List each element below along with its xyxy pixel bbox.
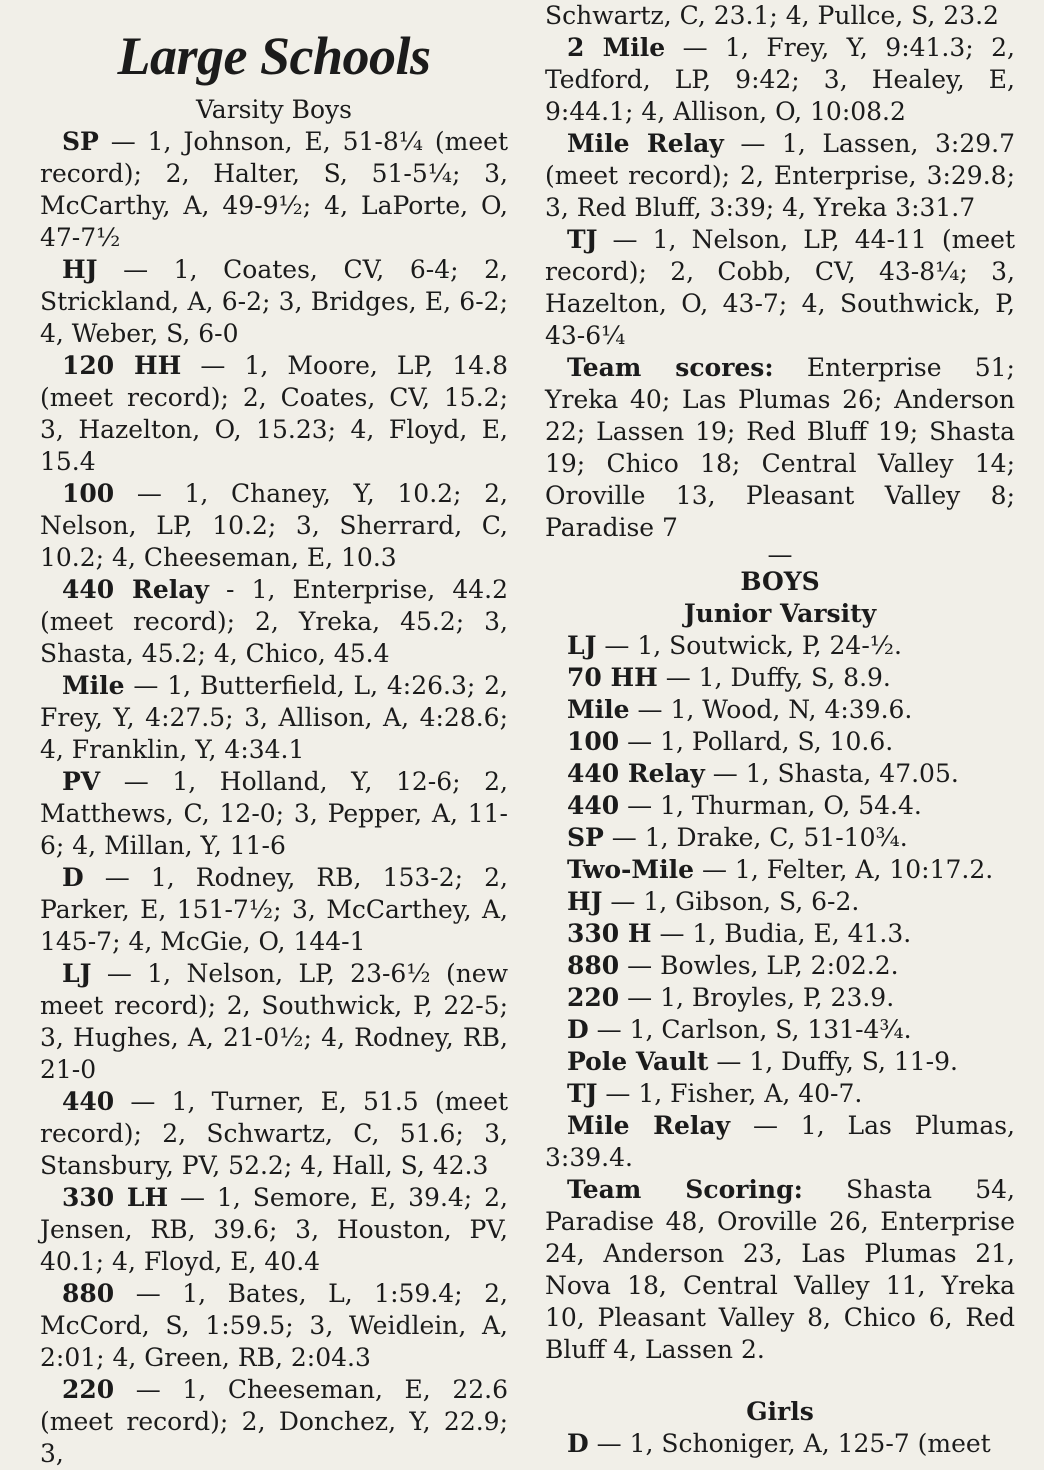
event-results: — 1, Gibson, S, 6-2. bbox=[602, 887, 860, 916]
event-results: — 1, Thurman, O, 54.4. bbox=[619, 791, 922, 820]
event-label: TJ bbox=[567, 225, 598, 254]
event-label: D bbox=[567, 1015, 589, 1044]
event-results: — 1, Wood, N, 4:39.6. bbox=[629, 695, 913, 724]
section-subtitle: Varsity Boys bbox=[196, 95, 352, 124]
result-330lh bbox=[40, 1182, 508, 1278]
right-column bbox=[545, 0, 1015, 1460]
separator-dash: — bbox=[767, 540, 793, 569]
event-results: — 1, Duffy, S, 11-9. bbox=[708, 1047, 958, 1076]
left-column bbox=[40, 0, 508, 1470]
event-results: — 1, Soutwick, P, 24-½. bbox=[596, 631, 902, 660]
jv-result bbox=[545, 662, 1015, 694]
event-label: SP bbox=[62, 127, 99, 156]
jv-result bbox=[545, 918, 1015, 950]
result-880 bbox=[40, 1278, 508, 1374]
jv-result bbox=[545, 886, 1015, 918]
event-label: 100 bbox=[62, 479, 115, 508]
jv-result bbox=[545, 854, 1015, 886]
event-label: 880 bbox=[62, 1279, 115, 1308]
result-lj bbox=[40, 958, 508, 1086]
result-mile bbox=[40, 670, 508, 766]
event-results: — Bowles, LP, 2:02.2. bbox=[619, 951, 899, 980]
jv-result bbox=[545, 1014, 1015, 1046]
event-results: — 1, Broyles, P, 23.9. bbox=[619, 983, 895, 1012]
event-label: LJ bbox=[62, 959, 92, 988]
event-label: Team scores: bbox=[567, 353, 774, 382]
jv-result bbox=[545, 694, 1015, 726]
result-440 bbox=[40, 1086, 508, 1182]
event-label: Mile bbox=[567, 695, 630, 724]
event-label: 440 bbox=[567, 791, 620, 820]
event-label: 2 Mile bbox=[567, 33, 666, 62]
jv-mile-relay bbox=[545, 1110, 1015, 1174]
result-continuation: Schwartz, C, 23.1; 4, Pullce, S, 23.2 bbox=[545, 1, 999, 30]
result-d bbox=[40, 862, 508, 958]
event-results: — 1, Fisher, A, 40-7. bbox=[597, 1079, 863, 1108]
event-results: — 1, Moore, LP, 14.8 (meet record); 2, Coates, CV, 15.2; 3, Hazelton, O, 15.23; 4, Floyd, E, 15.4 bbox=[40, 351, 508, 476]
event-label: D bbox=[567, 1429, 589, 1458]
event-results: — 1, Rodney, RB, 153-2; 2, Parker, E, 151-7½; 3, McCarthey, A, 145-7; 4, McGie, O, 144-1 bbox=[40, 863, 508, 956]
result-pv bbox=[40, 766, 508, 862]
event-results: — 1, Duffy, S, 8.9. bbox=[657, 663, 891, 692]
result-120hh bbox=[40, 350, 508, 478]
jv-team-scoring bbox=[545, 1174, 1015, 1366]
result-2mile bbox=[545, 32, 1015, 128]
event-label: 70 HH bbox=[567, 663, 658, 692]
event-label: Two-Mile bbox=[567, 855, 695, 884]
event-label: Pole Vault bbox=[567, 1047, 709, 1076]
section-title: Large Schools bbox=[117, 26, 431, 86]
jv-result bbox=[545, 758, 1015, 790]
event-results: — 1, Nelson, LP, 23-6½ (new meet record); 2, Southwick, P, 22-5; 3, Hughes, A, 21-0½; 4, Rodney, RB, 21-0 bbox=[40, 959, 508, 1084]
jv-result bbox=[545, 790, 1015, 822]
event-results: — 1, Nelson, LP, 44-11 (meet record); 2, Cobb, CV, 43-8¼; 3, Hazelton, O, 43-7; 4, Southwick, P, 43-6¼ bbox=[545, 225, 1015, 350]
girls-heading: Girls bbox=[746, 1397, 814, 1426]
event-results: — 1, Felter, A, 10:17.2. bbox=[694, 855, 994, 884]
spacer bbox=[545, 1366, 1015, 1396]
event-results: — 1, Pollard, S, 10.6. bbox=[619, 727, 894, 756]
event-results: — 1, Schoniger, A, 125-7 (meet bbox=[588, 1429, 991, 1458]
event-label: 440 bbox=[62, 1087, 115, 1116]
team-scores bbox=[545, 352, 1015, 544]
jv-result bbox=[545, 982, 1015, 1014]
result-sp bbox=[40, 126, 508, 254]
jv-heading: Junior Varsity bbox=[683, 599, 877, 628]
event-label: SP bbox=[567, 823, 604, 852]
event-results: — 1, Butterfield, L, 4:26.3; 2, Frey, Y, 4:27.5; 3, Allison, A, 4:28.6; 4, Franklin, Y, 4:34.1 bbox=[40, 671, 508, 764]
jv-result bbox=[545, 950, 1015, 982]
event-results: — 1, Frey, Y, 9:41.3; 2, Tedford, LP, 9:42; 3, Healey, E, 9:44.1; 4, Allison, O, 10:08.2 bbox=[545, 33, 1016, 126]
event-label: D bbox=[62, 863, 84, 892]
event-results: — 1, Johnson, E, 51-8¼ (meet record); 2, Halter, S, 51-5¼; 3, McCarthy, A, 49-9½; 4, LaPorte, O, 47-7½ bbox=[40, 127, 508, 252]
event-results: — 1, Turner, E, 51.5 (meet record); 2, Schwartz, C, 51.6; 3, Stansbury, PV, 52.2; 4, Hall, S, 42.3 bbox=[40, 1087, 508, 1180]
event-label: PV bbox=[62, 767, 101, 796]
event-label: 220 bbox=[567, 983, 620, 1012]
event-results: — 1, Lassen, 3:29.7 (meet record); 2, Enterprise, 3:29.8; 3, Red Bluff, 3:39; 4, Yreka 3:31.7 bbox=[545, 129, 1016, 222]
jv-result bbox=[545, 1078, 1015, 1110]
event-label: LJ bbox=[567, 631, 597, 660]
event-label: 100 bbox=[567, 727, 620, 756]
jv-result bbox=[545, 1046, 1015, 1078]
event-label: Mile Relay bbox=[567, 1111, 731, 1140]
event-label: 880 bbox=[567, 951, 620, 980]
event-label: 120 HH bbox=[62, 351, 182, 380]
event-results: — 1, Carlson, S, 131-4¾. bbox=[588, 1015, 912, 1044]
event-results: Enterprise 51; Yreka 40; Las Plumas 26; Anderson 22; Lassen 19; Red Bluff 19; Shasta 19; Chico 18; Central Valley 14; Oroville 13, Pleasant Valley 8; Paradise 7 bbox=[545, 353, 1015, 542]
event-results: — 1, Cheeseman, E, 22.6 (meet record); 2, Donchez, Y, 22.9; 3, bbox=[40, 1375, 508, 1468]
event-label: HJ bbox=[62, 255, 98, 284]
boys-heading: BOYS bbox=[740, 567, 820, 596]
event-label: 440 Relay bbox=[62, 575, 209, 604]
event-results: — 1, Shasta, 47.05. bbox=[704, 759, 959, 788]
event-results: — 1, Las Plumas, 3:39.4. bbox=[545, 1111, 1015, 1172]
jv-result bbox=[545, 630, 1015, 662]
event-results: - 1, Enterprise, 44.2 (meet record); 2, Yreka, 45.2; 3, Shasta, 45.2; 4, Chico, 45.4 bbox=[40, 575, 508, 668]
result-440-relay bbox=[40, 574, 508, 670]
jv-result bbox=[545, 822, 1015, 854]
event-label: TJ bbox=[567, 1079, 598, 1108]
girls-result-d bbox=[545, 1428, 1015, 1460]
result-220 bbox=[40, 1374, 508, 1470]
event-results: — 1, Chaney, Y, 10.2; 2, Nelson, LP, 10.2; 3, Sherrard, C, 10.2; 4, Cheeseman, E, 10.3 bbox=[40, 479, 508, 572]
result-tj bbox=[545, 224, 1015, 352]
event-label: 330 LH bbox=[62, 1183, 169, 1212]
result-100 bbox=[40, 478, 508, 574]
event-results: — 1, Coates, CV, 6-4; 2, Strickland, A, 6-2; 3, Bridges, E, 6-2; 4, Weber, S, 6-0 bbox=[40, 255, 508, 348]
event-results: Shasta 54, Paradise 48, Oroville 26, Enterprise 24, Anderson 23, Las Plumas 21, Nova 18, Central Valley 11, Yreka 10, Pleasant Valley 8, Chico 6, Red Bluff 4, Lassen 2. bbox=[545, 1175, 1015, 1364]
event-label: 440 Relay bbox=[567, 759, 705, 788]
event-results: — 1, Bates, L, 1:59.4; 2, McCord, S, 1:59.5; 3, Weidlein, A, 2:01; 4, Green, RB, 2:04.3 bbox=[40, 1279, 508, 1372]
result-hj bbox=[40, 254, 508, 350]
event-label: 220 bbox=[62, 1375, 115, 1404]
event-results: — 1, Drake, C, 51-10¾. bbox=[603, 823, 908, 852]
event-results: — 1, Budia, E, 41.3. bbox=[651, 919, 912, 948]
event-label: HJ bbox=[567, 887, 603, 916]
event-label: Mile bbox=[62, 671, 125, 700]
result-mile-relay bbox=[545, 128, 1015, 224]
jv-result bbox=[545, 726, 1015, 758]
event-label: 330 H bbox=[567, 919, 652, 948]
event-label: Mile Relay bbox=[567, 129, 724, 158]
event-results: — 1, Semore, E, 39.4; 2, Jensen, RB, 39.6; 3, Houston, PV, 40.1; 4, Floyd, E, 40.4 bbox=[40, 1183, 508, 1276]
event-label: Team Scoring: bbox=[567, 1175, 803, 1204]
event-results: — 1, Holland, Y, 12-6; 2, Matthews, C, 12-0; 3, Pepper, A, 11-6; 4, Millan, Y, 11-6 bbox=[40, 767, 508, 860]
